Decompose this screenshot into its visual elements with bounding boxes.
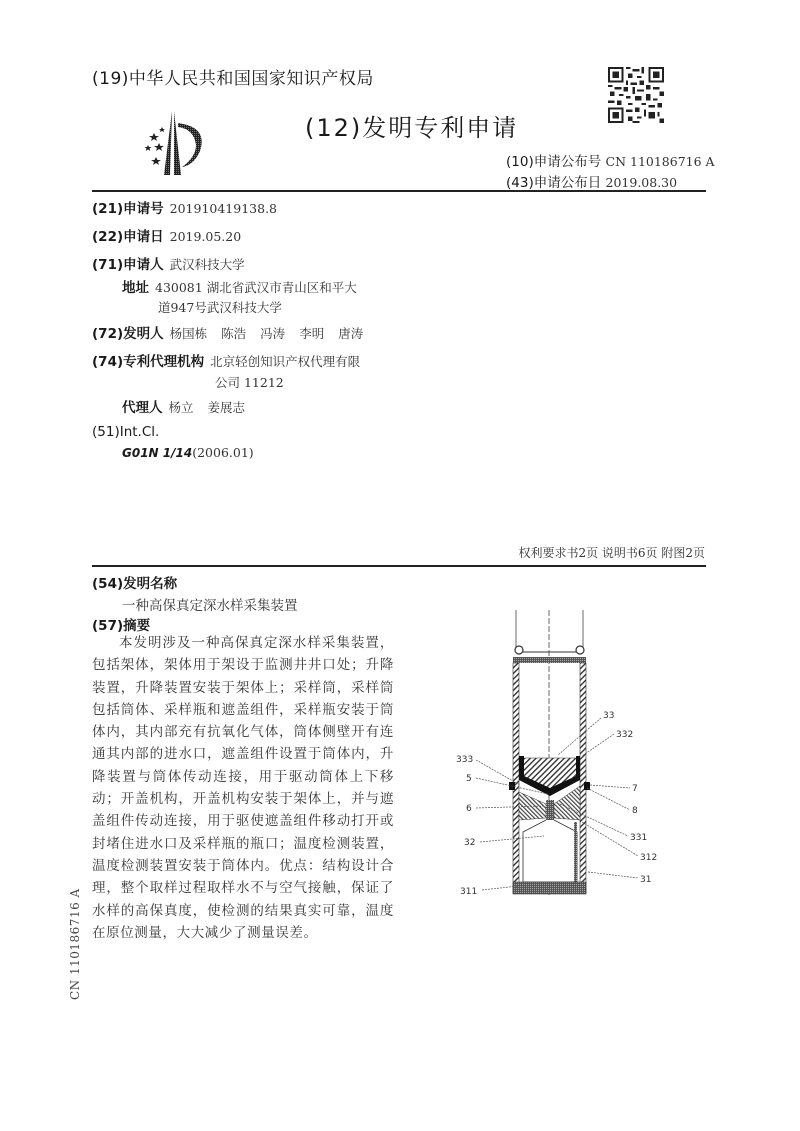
document-type: (12)发明专利申请 — [305, 114, 519, 142]
address-line-2: 道947号武汉科技大学 — [158, 300, 282, 315]
ipc-code: G01N 1/14 — [122, 446, 193, 460]
ipc-label: (51)Int.Cl. — [92, 424, 160, 440]
publication-date-label: (43)申请公布日 — [506, 175, 602, 191]
agent-label: 代理人 — [122, 400, 163, 416]
cnipa-logo-icon — [128, 105, 208, 177]
abstract-text: 本发明涉及一种高保真定深水样采集装置，包括架体，架体用于架设于监测井井口处；升降装置，升降装置安装于架体上；采样筒，采样筒包括筒体、采样瓶和遮盖组件，采样瓶安装于筒体内，其内部充有抗氧化气体，筒体侧壁开有连通其内部的进水口，遮盖组件设置于筒体内，升降装置与筒体传动连接，用于驱动筒体上下移动；开盖机构，开盖机构安装于架体上，并与遮盖组件传动连接，用于驱使遮盖组件移动打开或封堵住进水口及采样瓶的瓶口；温度检测装置，温度检测装置安装于筒体内。优点：结构设计合理，整个取样过程取样水不与空气接触，保证了水样的高保真度，使检测的结果真实可靠，温度在原位测量，大大减少了测量误差。 — [92, 635, 394, 941]
figure-label: 5 — [466, 774, 472, 784]
applicant-row — [92, 253, 245, 273]
publication-date: 2019.08.30 — [605, 175, 678, 190]
summary-divider — [92, 565, 706, 567]
figure-label: 8 — [632, 806, 638, 816]
agent-row — [122, 396, 245, 416]
agent-name: 姜展志 — [207, 400, 246, 415]
representative-drawing — [440, 610, 700, 910]
issuing-office: (19)中华人民共和国国家知识产权局 — [92, 69, 374, 89]
address-row-2 — [158, 298, 282, 316]
top-pulleys — [515, 646, 584, 654]
agent-name: 杨立 — [168, 400, 194, 415]
address-label: 地址 — [122, 280, 149, 296]
figure-label: 311 — [460, 887, 478, 897]
inventor-name: 冯涛 — [260, 326, 286, 341]
base-311 — [513, 882, 586, 894]
agency-row-2 — [215, 373, 284, 391]
seal-7 — [584, 782, 590, 790]
figure-label: 332 — [616, 730, 634, 740]
application-number-row — [92, 197, 277, 217]
figure-label: 312 — [640, 853, 658, 863]
agency-line-1: 北京轻创知识产权代理有限 — [210, 354, 361, 369]
application-number: 201910419138.8 — [169, 201, 278, 216]
inventor-name: 杨国栋 — [169, 326, 208, 341]
qr-code-icon — [608, 67, 664, 123]
abstract-label: (57)摘要 — [92, 618, 151, 634]
figure-label: 333 — [456, 755, 474, 765]
agency-label: (74)专利代理机构 — [92, 354, 205, 370]
inventor-name: 陈浩 — [221, 326, 247, 341]
figure-label: 32 — [464, 838, 476, 848]
figure-label: 6 — [466, 804, 472, 814]
header-divider — [92, 190, 706, 192]
applicant-label: (71)申请人 — [92, 257, 164, 273]
ipc-code-row — [122, 445, 254, 461]
ipc-row — [92, 424, 159, 440]
inventor-name: 唐涛 — [338, 326, 364, 341]
page-count-summary: 权利要求书2页 说明书6页 附图2页 — [518, 546, 705, 560]
inventors-label: (72)发明人 — [92, 326, 164, 342]
address-row — [122, 276, 357, 296]
left-wall — [513, 663, 519, 893]
top-cap — [513, 657, 586, 663]
inner-wall-312 — [574, 822, 577, 882]
application-number-label: (21)申请号 — [92, 201, 164, 217]
inventors-row — [92, 322, 363, 342]
figure-label: 33 — [603, 711, 615, 721]
publication-date-row — [506, 171, 677, 191]
filing-date: 2019.05.20 — [169, 229, 242, 244]
inventor-name: 李明 — [299, 326, 325, 341]
figure-label: 31 — [640, 875, 652, 885]
sample-bottle-32 — [523, 820, 577, 882]
figure-label: 7 — [632, 784, 638, 794]
applicant: 武汉科技大学 — [169, 257, 245, 272]
address-line-1: 430081 湖北省武汉市青山区和平大 — [155, 280, 357, 295]
right-wall — [580, 663, 586, 893]
publication-number: CN 110186716 A — [605, 154, 715, 169]
cover-block — [520, 758, 579, 791]
agency-row — [92, 350, 360, 370]
agency-line-2: 公司 11212 — [215, 375, 284, 390]
invention-title-label: (54)发明名称 — [92, 576, 178, 592]
bottle-neck-block-left — [519, 792, 546, 820]
publication-number-label: (10)申请公布号 — [506, 154, 602, 170]
side-publication-number: CN 110186716 A — [68, 888, 82, 1000]
publication-number-row — [506, 150, 715, 170]
filing-date-label: (22)申请日 — [92, 229, 164, 245]
invention-title: 一种高保真定深水样采集装置 — [122, 598, 298, 614]
ipc-version: (2006.01) — [192, 445, 254, 460]
filing-date-row — [92, 225, 241, 245]
figure-label: 331 — [630, 833, 648, 843]
bottle-mouth-6 — [546, 800, 554, 820]
